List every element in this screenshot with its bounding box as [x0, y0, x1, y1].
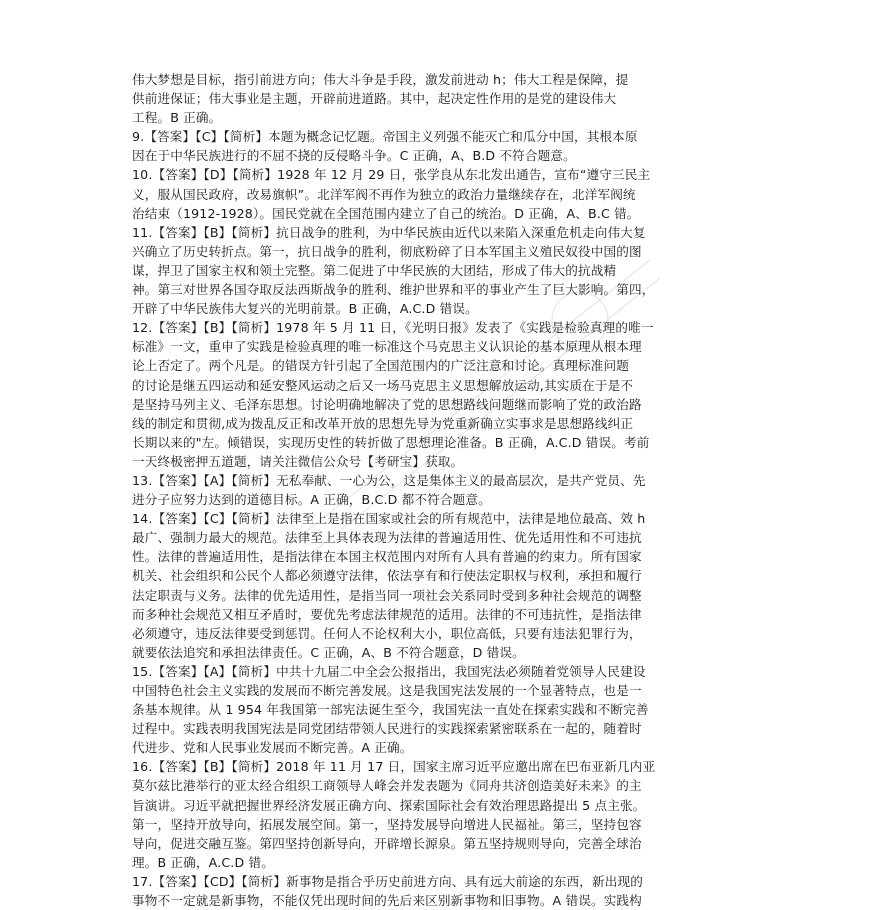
text-line: 13.【答案】【A】【简析】无私奉献、一心为公，这是集体主义的最高层次，是共产党员、先: [132, 472, 646, 488]
text-line: 17.【答案】【CD】【简析】新事物是指合乎历史前进方向、具有远大前途的东西，新出现的: [132, 873, 643, 889]
text-line: 15.【答案】【A】【简析】中共十九届二中全会公报指出，我国宪法必须随着党领导人民建设: [132, 663, 646, 679]
text-line: 机关、社会组织和公民个人都必须遵守法律，依法享有和行使法定职权与权利，承担和履行: [132, 568, 642, 584]
text-line: 工程。B 正确。: [132, 110, 222, 126]
text-line: 导向，促进交融互鉴。第四坚持创新导向，开辟增长源泉。第五坚持规则导向，完善全球治: [132, 835, 642, 851]
text-line: 14.【答案】【C】【简析】法律至上是指在国家或社会的所有规范中，法律是地位最高、效 h: [132, 511, 646, 527]
text-line: 线的制定和贯彻,成为拨乱反正和改革开放的思想先导为党重新确立实事求是思想路线纠正: [132, 415, 634, 431]
text-line: 12.【答案】【B】【简析】1978 年 5 月 11 日，《光明日报》发表了《实践是检验真理的唯一: [132, 320, 654, 336]
text-line: 一天终极密押五道题，请关注微信公众号【考研宝】获取。: [132, 453, 464, 469]
text-line: 旨演讲。习近平就把握世界经济发展正确方向、探索国际社会有效治理思路提出 5 点主张。: [132, 797, 646, 813]
text-line: 过程中。实践表明我国宪法是同党团结带领人民进行的实践探索紧密联系在一起的，随着时: [132, 721, 642, 737]
text-line: 事物不一定就是新事物，不能仅凭出现时间的先后来区别新事物和旧事物。A 错误。实践构: [132, 893, 642, 909]
text-line: 理。B 正确，A.C.D 错。: [132, 854, 274, 870]
text-line: 进分子应努力达到的道德目标。A 正确，B.C.D 都不符合题意。: [132, 492, 491, 508]
text-line: 因在于中华民族进行的不屈不挠的反侵略斗争。C 正确，A、B.D 不符合题意。: [132, 148, 576, 164]
text-line: 是坚持马列主义、毛泽东思想。讨论明确地解决了党的思想路线问题继而影响了党的政治路: [132, 396, 642, 412]
text-line: 开辟了中华民族伟大复兴的光明前景。B 正确，A.C.D 错误。: [132, 301, 478, 317]
text-line: 伟大梦想是目标，指引前进方向；伟大斗争是手段，激发前进动 h；伟大工程是保障，提: [132, 72, 629, 87]
text-line: 供前进保证；伟大事业是主题，开辟前进道路。其中，起决定性作用的是党的建设伟大: [132, 91, 617, 107]
text-line: 法定职责与义务。法律的优先适用性，是指当同一项社会关系同时受到多种社会规范的调整: [132, 587, 642, 603]
text-line: 9.【答案】【C】【简析】本题为概念记忆题。帝国主义列强不能灭亡和瓜分中国，其根本原: [132, 129, 638, 145]
text-line: 最广、强制力最大的规范。法律至上具体表现为法律的普遍适用性、优先适用性和不可违抗: [132, 530, 642, 546]
text-line: 治结束（1912-1928）。国民党就在全国范围内建立了自己的统治。D 正确，A、B.C 错。: [132, 205, 640, 221]
text-line: 长期以来的"左。倾错误，实现历史性的转折做了思想理论准备。B 正确，A.C.D 错误。考前: [132, 434, 650, 450]
text-line: 莫尔兹比港举行的亚太经合组织工商领导人峰会并发表题为《同舟共济创造美好未来》的主: [132, 778, 642, 794]
text-line: 第一，坚持开放导向，拓展发展空间。第一，坚持发展导向增进人民福祉。第三，坚持包容: [132, 816, 642, 832]
text-line: 论上否定了。两个凡是。的错误方针引起了全国范围内的广泛注意和讨论。真理标准问题: [132, 358, 630, 374]
text-line: 必须遵守，违反法律要受到惩罚。任何人不论权利大小，职位高低，只要有违法犯罪行为，: [132, 625, 642, 641]
text-line: 兴确立了历史转折点。第一，抗日战争的胜利，彻底粉碎了日本军国主义殖民奴役中国的图: [132, 243, 642, 259]
text-line: 谋，捍卫了国家主权和领土完整。第二促进了中华民族的大团结，形成了伟大的抗战精: [132, 262, 617, 278]
text-line: 的讨论是继五四运动和延安整风运动之后又一场马克思主义思想解放运动,其实质在于是不: [132, 377, 634, 393]
text-line: 条基本规律。从 1 954 年我国第一部宪法诞生至今，我国宪法一直处在探索实践和不断完善: [132, 702, 649, 718]
text-line: 中国特色社会主义实践的发展而不断完善发展。这是我国宪法发展的一个显著特点，也是一: [132, 683, 642, 698]
text-line: 神。第三对世界各国夺取反法西斯战争的胜利、维护世界和平的事业产生了巨大影响。第四，: [132, 282, 655, 298]
answer-analysis-text: [132, 70, 740, 910]
text-line: 16.【答案】【B】【简析】2018 年 11 月 17 日，国家主席习近平应邀出席在巴布亚新几内亚: [132, 759, 656, 775]
text-line: 性。法律的普遍适用性，是指法律在本国主权范围内对所有人具有普遍的约束力。所有国家: [132, 549, 642, 565]
text-line: 10.【答案】【D】【简析】1928 年 12 月 29 日，张学良从东北发出通告，宣布“遵守三民主: [132, 167, 651, 183]
text-line: 义，服从国民政府，改易旗帜”。北洋军阀不再作为独立的政治力量继续存在，北洋军阀统: [132, 186, 636, 202]
text-line: 11.【答案】【B】【简析】抗日战争的胜利，为中华民族由近代以来陷入深重危机走向伟大复: [132, 224, 646, 240]
text-line: 而多种社会规范又相互矛盾时，要优先考虑法律规范的适用。法律的不可违抗性，是指法律: [132, 606, 642, 622]
text-line: 标准》一文，重申了实践是检验真理的唯一标准这个马克思主义认识论的基本原理从根本理: [132, 339, 642, 355]
text-line: 就要依法追究和承担法律责任。C 正确，A、B 不符合题意，D 错误。: [132, 644, 525, 660]
text-line: 代进步、党和人民事业发展而不断完善。A 正确。: [132, 740, 413, 756]
